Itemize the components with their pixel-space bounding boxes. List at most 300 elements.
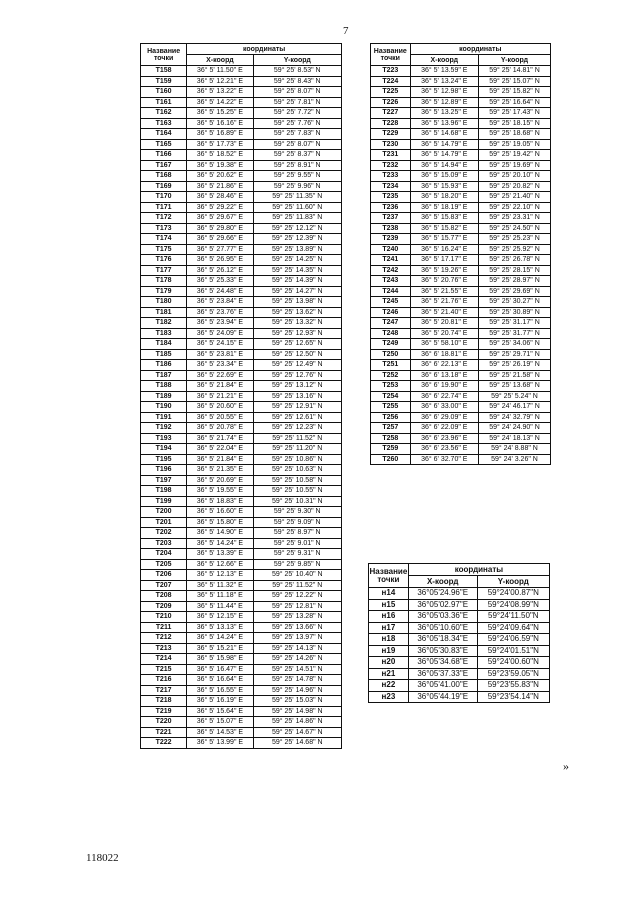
y-coord-cell: 59° 24' 46.17" N (478, 402, 550, 413)
table-row (141, 307, 342, 318)
point-name-cell: T183 (141, 328, 187, 339)
x-coord-cell: 36° 5' 28.46" E (187, 192, 253, 203)
x-coord-cell: 36° 6' 29.09" E (410, 412, 478, 423)
table-row (371, 454, 551, 465)
y-coord-cell: 59° 25' 12.93" N (253, 328, 341, 339)
y-coord-cell: 59° 25' 11.52" N (253, 580, 341, 591)
point-name-cell: T186 (141, 360, 187, 371)
table-row (141, 549, 342, 560)
y-coord-cell: 59° 25' 31.17" N (478, 318, 550, 329)
point-name-cell: T254 (371, 391, 411, 402)
table-row (141, 391, 342, 402)
point-name-cell: T219 (141, 706, 187, 717)
point-name-cell: T203 (141, 538, 187, 549)
table-row (141, 591, 342, 602)
x-coord-cell: 36° 6' 19.90" E (410, 381, 478, 392)
point-name-cell: T255 (371, 402, 411, 413)
table-row (369, 657, 550, 669)
table-row (371, 433, 551, 444)
table-row (371, 76, 551, 87)
table-row (141, 507, 342, 518)
y-coord-cell: 59° 25' 13.32" N (253, 318, 341, 329)
y-coord-cell: 59° 24' 8.88" N (478, 444, 550, 455)
table-row (141, 454, 342, 465)
y-coord-cell: 59° 25' 15.82" N (478, 87, 550, 98)
point-name-header-line1: Название (373, 47, 407, 55)
point-name-cell: T165 (141, 139, 187, 150)
x-coord-cell: 36° 5' 19.55" E (187, 486, 253, 497)
table-row (141, 370, 342, 381)
x-coord-cell: 36° 5' 29.22" E (187, 202, 253, 213)
table-row (371, 412, 551, 423)
x-coord-cell: 36° 5' 14.24" E (187, 633, 253, 644)
table-row (141, 160, 342, 171)
y-coord-cell: 59° 25' 12.22" N (253, 591, 341, 602)
y-coord-cell: 59°24'09.64"N (477, 622, 549, 634)
point-name-cell: T198 (141, 486, 187, 497)
y-coord-cell: 59° 25' 11.52" N (253, 433, 341, 444)
point-name-header-line1: Название (369, 566, 408, 576)
table-row (371, 181, 551, 192)
table-row (371, 297, 551, 308)
point-name-cell: T193 (141, 433, 187, 444)
point-name-cell: T241 (371, 255, 411, 266)
table-row (141, 528, 342, 539)
x-coord-cell: 36° 5' 16.64" E (187, 675, 253, 686)
x-coord-cell: 36° 5' 14.90" E (187, 528, 253, 539)
point-name-cell: T225 (371, 87, 411, 98)
x-coord-cell: 36° 5' 15.25" E (187, 108, 253, 119)
table-row (371, 139, 551, 150)
x-coord-cell: 36° 5' 13.25" E (410, 108, 478, 119)
point-name-cell: T188 (141, 381, 187, 392)
x-coord-cell: 36° 5' 21.40" E (410, 307, 478, 318)
x-coord-cell: 36° 5' 26.12" E (187, 265, 253, 276)
x-coord-cell: 36° 6' 13.18" E (410, 370, 478, 381)
x-coord-cell: 36° 5' 23.34" E (187, 360, 253, 371)
point-name-cell: T230 (371, 139, 411, 150)
point-name-cell: н21 (369, 668, 409, 680)
table-row (141, 538, 342, 549)
y-coord-cell: 59° 25' 14.68" N (253, 738, 341, 749)
x-coord-cell: 36°05'44.19"E (408, 691, 477, 703)
table-row (369, 668, 550, 680)
y-coord-header: Y-коорд (478, 55, 550, 66)
y-coord-cell: 59° 25' 7.72" N (253, 108, 341, 119)
table-row (369, 634, 550, 646)
x-coord-cell: 36° 5' 21.84" E (187, 381, 253, 392)
y-coord-cell: 59° 25' 14.39" N (253, 276, 341, 287)
x-coord-cell: 36°05'34.68"E (408, 657, 477, 669)
x-coord-cell: 36°05'03.36"E (408, 611, 477, 623)
table-row (141, 181, 342, 192)
y-coord-cell: 59° 25' 14.86" N (253, 717, 341, 728)
point-name-cell: T179 (141, 286, 187, 297)
x-coord-cell: 36°05'18.34"E (408, 634, 477, 646)
point-name-cell: T159 (141, 76, 187, 87)
table-row (141, 234, 342, 245)
x-coord-cell: 36° 6' 22.09" E (410, 423, 478, 434)
x-coord-cell: 36° 5' 24.15" E (187, 339, 253, 350)
table-row (141, 517, 342, 528)
y-coord-cell: 59°24'00.87"N (477, 588, 549, 600)
table-row (141, 559, 342, 570)
y-coord-cell: 59° 25' 10.40" N (253, 570, 341, 581)
y-coord-cell: 59°23'54.14"N (477, 691, 549, 703)
x-coord-cell: 36° 5' 15.80" E (187, 517, 253, 528)
y-coord-cell: 59° 25' 19.42" N (478, 150, 550, 161)
point-name-cell: T207 (141, 580, 187, 591)
x-coord-cell: 36° 6' 23.96" E (410, 433, 478, 444)
x-coord-cell: 36° 5' 18.20" E (410, 192, 478, 203)
point-name-cell: T202 (141, 528, 187, 539)
table-row (141, 643, 342, 654)
point-name-cell: T160 (141, 87, 187, 98)
point-name-cell: T161 (141, 97, 187, 108)
point-name-header-line1: Название (147, 47, 181, 55)
point-name-cell: T213 (141, 643, 187, 654)
y-coord-cell: 59° 25' 28.97" N (478, 276, 550, 287)
table-row (141, 202, 342, 213)
table-row (141, 360, 342, 371)
x-coord-cell: 36° 5' 21.86" E (187, 181, 253, 192)
x-coord-cell: 36° 5' 12.15" E (187, 612, 253, 623)
x-coord-cell: 36° 5' 17.73" E (187, 139, 253, 150)
table-row (141, 328, 342, 339)
y-coord-header: Y-коорд (477, 576, 549, 588)
y-coord-cell: 59° 25' 29.71" N (478, 349, 550, 360)
point-name-cell: T190 (141, 402, 187, 413)
y-coord-cell: 59° 25' 20.82" N (478, 181, 550, 192)
y-coord-cell: 59° 25' 14.67" N (253, 727, 341, 738)
table-row (141, 223, 342, 234)
y-coord-cell: 59° 25' 14.78" N (253, 675, 341, 686)
x-coord-cell: 36° 5' 15.82" E (410, 223, 478, 234)
point-name-cell: T195 (141, 454, 187, 465)
point-name-cell: T233 (371, 171, 411, 182)
point-name-cell: T224 (371, 76, 411, 87)
y-coord-cell: 59°24'08.99"N (477, 599, 549, 611)
point-name-cell: T240 (371, 244, 411, 255)
table-row (141, 412, 342, 423)
point-name-cell: T206 (141, 570, 187, 581)
table-row (141, 129, 342, 140)
x-coord-cell: 36° 5' 23.84" E (187, 297, 253, 308)
y-coord-cell: 59° 25' 11.83" N (253, 213, 341, 224)
y-coord-cell: 59° 25' 19.05" N (478, 139, 550, 150)
table-row (141, 475, 342, 486)
point-name-cell: T169 (141, 181, 187, 192)
y-coord-cell: 59° 24' 18.13" N (478, 433, 550, 444)
y-coord-cell: 59° 25' 8.91" N (253, 160, 341, 171)
y-coord-cell: 59° 25' 14.96" N (253, 685, 341, 696)
x-coord-cell: 36° 5' 20.55" E (187, 412, 253, 423)
point-name-cell: T185 (141, 349, 187, 360)
x-coord-cell: 36° 5' 23.94" E (187, 318, 253, 329)
point-name-cell: T181 (141, 307, 187, 318)
table-row (371, 370, 551, 381)
table-row (369, 599, 550, 611)
x-coord-header: Х-коорд (410, 55, 478, 66)
table-row (141, 685, 342, 696)
y-coord-cell: 59° 25' 17.43" N (478, 108, 550, 119)
x-coord-cell: 36° 5' 14.79" E (410, 139, 478, 150)
x-coord-cell: 36° 6' 18.81" E (410, 349, 478, 360)
x-coord-cell: 36° 5' 20.62" E (187, 171, 253, 182)
y-coord-cell: 59° 25' 8.97" N (253, 528, 341, 539)
table-row (371, 391, 551, 402)
table-row (141, 318, 342, 329)
point-name-cell: T176 (141, 255, 187, 266)
x-coord-cell: 36° 5' 15.64" E (187, 706, 253, 717)
y-coord-cell: 59° 25' 30.27" N (478, 297, 550, 308)
table-row (369, 588, 550, 600)
x-coord-cell: 36° 6' 33.00" E (410, 402, 478, 413)
point-name-cell: T208 (141, 591, 187, 602)
point-name-cell: н16 (369, 611, 409, 623)
table-row (371, 129, 551, 140)
table-row (141, 433, 342, 444)
table-row (141, 465, 342, 476)
x-coord-cell: 36° 5' 16.24" E (410, 244, 478, 255)
y-coord-cell: 59° 25' 13.62" N (253, 307, 341, 318)
point-name-cell: T227 (371, 108, 411, 119)
x-coord-cell: 36° 5' 13.96" E (410, 118, 478, 129)
point-name-cell: T162 (141, 108, 187, 119)
point-name-cell: T226 (371, 97, 411, 108)
y-coord-cell: 59° 25' 15.07" N (478, 76, 550, 87)
y-coord-cell: 59° 25' 11.35" N (253, 192, 341, 203)
x-coord-cell: 36° 5' 18.19" E (410, 202, 478, 213)
table-row (371, 171, 551, 182)
table-row (141, 738, 342, 749)
x-coord-cell: 36°05'10.60"E (408, 622, 477, 634)
coordinates-header: координаты (410, 44, 550, 55)
x-coord-cell: 36° 5' 21.21" E (187, 391, 253, 402)
x-coord-header: Х-коорд (408, 576, 477, 588)
y-coord-cell: 59°23'55.83"N (477, 680, 549, 692)
point-name-cell: T215 (141, 664, 187, 675)
table-row (141, 423, 342, 434)
y-coord-cell: 59° 25' 7.76" N (253, 118, 341, 129)
y-coord-cell: 59° 25' 13.97" N (253, 633, 341, 644)
table-row (141, 727, 342, 738)
y-coord-cell: 59° 25' 13.66" N (253, 622, 341, 633)
point-name-cell: T170 (141, 192, 187, 203)
point-name-cell: T171 (141, 202, 187, 213)
point-name-cell: T249 (371, 339, 411, 350)
x-coord-cell: 36° 5' 17.17" E (410, 255, 478, 266)
x-coord-cell: 36° 5' 11.44" E (187, 601, 253, 612)
x-coord-cell: 36° 5' 16.89" E (187, 129, 253, 140)
point-name-cell: T209 (141, 601, 187, 612)
coordinates-header: координаты (187, 44, 342, 55)
point-name-cell: T218 (141, 696, 187, 707)
point-name-cell: T205 (141, 559, 187, 570)
x-coord-cell: 36° 5' 12.21" E (187, 76, 253, 87)
x-coord-cell: 36° 5' 13.99" E (187, 738, 253, 749)
point-name-cell: T243 (371, 276, 411, 287)
point-name-cell: T223 (371, 66, 411, 77)
x-coord-cell: 36° 5' 16.16" E (187, 118, 253, 129)
y-coord-cell: 59° 24' 24.90" N (478, 423, 550, 434)
x-coord-cell: 36° 5' 26.95" E (187, 255, 253, 266)
table-row (371, 66, 551, 77)
x-coord-cell: 36° 5' 16.60" E (187, 507, 253, 518)
point-name-cell: T257 (371, 423, 411, 434)
point-name-cell: T232 (371, 160, 411, 171)
point-name-cell: T166 (141, 150, 187, 161)
point-name-cell: T247 (371, 318, 411, 329)
point-name-cell: T189 (141, 391, 187, 402)
y-coord-cell: 59° 25' 12.49" N (253, 360, 341, 371)
x-coord-cell: 36° 5' 20.60" E (187, 402, 253, 413)
point-name-header (141, 44, 187, 66)
table-header-row (141, 44, 342, 55)
y-coord-cell: 59° 25' 25.92" N (478, 244, 550, 255)
y-coord-cell: 59° 25' 5.24" N (478, 391, 550, 402)
x-coord-cell: 36° 5' 27.77" E (187, 244, 253, 255)
x-coord-cell: 36° 5' 14.53" E (187, 727, 253, 738)
point-name-cell: T229 (371, 129, 411, 140)
point-name-cell: T248 (371, 328, 411, 339)
y-coord-cell: 59° 25' 34.06" N (478, 339, 550, 350)
table-row (369, 611, 550, 623)
x-coord-cell: 36° 5' 22.69" E (187, 370, 253, 381)
table-row (371, 307, 551, 318)
point-name-cell: T187 (141, 370, 187, 381)
x-coord-cell: 36° 5' 14.22" E (187, 97, 253, 108)
x-coord-cell: 36° 5' 15.21" E (187, 643, 253, 654)
table-row (141, 213, 342, 224)
y-coord-cell: 59° 25' 18.15" N (478, 118, 550, 129)
point-name-cell: T235 (371, 192, 411, 203)
point-name-cell: T238 (371, 223, 411, 234)
point-name-cell: T242 (371, 265, 411, 276)
x-coord-cell: 36° 5' 13.59" E (410, 66, 478, 77)
table-row (141, 87, 342, 98)
table-row (371, 118, 551, 129)
y-coord-cell: 59° 25' 9.01" N (253, 538, 341, 549)
point-name-cell: н22 (369, 680, 409, 692)
table-row (371, 265, 551, 276)
table-row (141, 349, 342, 360)
y-coord-cell: 59° 25' 9.09" N (253, 517, 341, 528)
x-coord-cell: 36° 5' 13.22" E (187, 87, 253, 98)
table-row (371, 150, 551, 161)
y-coord-cell: 59° 25' 10.86" N (253, 454, 341, 465)
y-coord-cell: 59° 24' 3.26" N (478, 454, 550, 465)
table-row (371, 318, 551, 329)
point-name-cell: T256 (371, 412, 411, 423)
point-name-cell: н19 (369, 645, 409, 657)
point-name-cell: T174 (141, 234, 187, 245)
table-row (369, 680, 550, 692)
table-row (371, 444, 551, 455)
point-name-cell: н15 (369, 599, 409, 611)
table-row (371, 276, 551, 287)
x-coord-cell: 36° 5' 21.35" E (187, 465, 253, 476)
table-row (371, 234, 551, 245)
coordinates-header: координаты (408, 564, 549, 576)
table-row (141, 139, 342, 150)
table-row (141, 286, 342, 297)
x-coord-cell: 36° 5' 14.79" E (410, 150, 478, 161)
table-row (141, 696, 342, 707)
x-coord-cell: 36° 6' 22.74" E (410, 391, 478, 402)
y-coord-cell: 59° 25' 8.43" N (253, 76, 341, 87)
table-row (371, 244, 551, 255)
table-row (141, 622, 342, 633)
table-row (141, 486, 342, 497)
point-name-cell: T252 (371, 370, 411, 381)
point-name-cell: T216 (141, 675, 187, 686)
point-name-cell: T239 (371, 234, 411, 245)
x-coord-cell: 36° 5' 12.89" E (410, 97, 478, 108)
x-coord-cell: 36° 5' 15.07" E (187, 717, 253, 728)
point-name-cell: T167 (141, 160, 187, 171)
table-row (141, 444, 342, 455)
point-name-cell: T196 (141, 465, 187, 476)
table-row (371, 360, 551, 371)
point-name-cell: T212 (141, 633, 187, 644)
table-row (369, 645, 550, 657)
coordinates-table-1 (140, 43, 342, 749)
point-name-cell: T180 (141, 297, 187, 308)
y-coord-cell: 59° 25' 14.26" N (253, 654, 341, 665)
y-coord-cell: 59° 25' 9.31" N (253, 549, 341, 560)
point-name-cell: T217 (141, 685, 187, 696)
point-name-header-line2: точки (380, 54, 400, 62)
x-coord-cell: 36° 5' 15.98" E (187, 654, 253, 665)
y-coord-cell: 59° 25' 12.81" N (253, 601, 341, 612)
closing-quote: » (563, 759, 569, 773)
x-coord-cell: 36° 5' 21.74" E (187, 433, 253, 444)
point-name-cell: T164 (141, 129, 187, 140)
table-row (371, 286, 551, 297)
x-coord-cell: 36° 5' 15.83" E (410, 213, 478, 224)
point-name-cell: T163 (141, 118, 187, 129)
x-coord-cell: 36° 5' 13.39" E (187, 549, 253, 560)
table-row (141, 255, 342, 266)
table-row (141, 570, 342, 581)
x-coord-cell: 36°05'37.33"E (408, 668, 477, 680)
table-row (369, 622, 550, 634)
table-row (141, 664, 342, 675)
table-row (371, 87, 551, 98)
table-row (141, 601, 342, 612)
x-coord-cell: 36° 5' 11.18" E (187, 591, 253, 602)
x-coord-cell: 36° 5' 13.13" E (187, 622, 253, 633)
table-row (371, 328, 551, 339)
point-name-cell: T228 (371, 118, 411, 129)
table-row (141, 150, 342, 161)
x-coord-cell: 36° 5' 12.66" E (187, 559, 253, 570)
table-row (371, 339, 551, 350)
y-coord-cell: 59° 25' 24.50" N (478, 223, 550, 234)
y-coord-cell: 59°24'06.59"N (477, 634, 549, 646)
table-row (141, 580, 342, 591)
point-name-cell: T251 (371, 360, 411, 371)
point-name-cell: T220 (141, 717, 187, 728)
x-coord-header: Х-коорд (187, 55, 253, 66)
y-coord-cell: 59° 25' 26.19" N (478, 360, 550, 371)
x-coord-cell: 36° 5' 20.76" E (410, 276, 478, 287)
y-coord-cell: 59° 25' 21.40" N (478, 192, 550, 203)
x-coord-cell: 36° 6' 22.13" E (410, 360, 478, 371)
y-coord-cell: 59° 25' 12.91" N (253, 402, 341, 413)
point-name-cell: T192 (141, 423, 187, 434)
